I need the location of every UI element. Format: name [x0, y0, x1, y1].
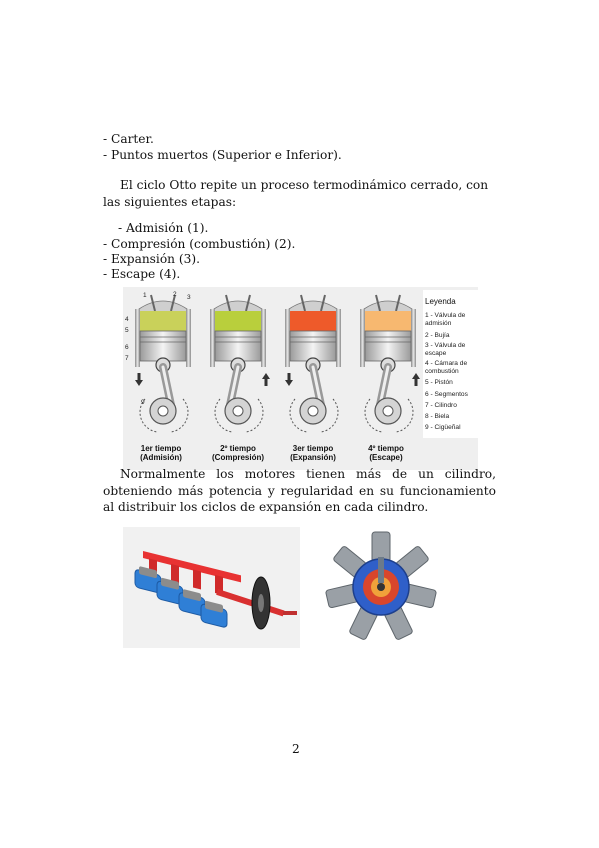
part-number-2: 2 [173, 291, 177, 298]
part-number-4: 4 [125, 316, 129, 323]
cylinder-wall [135, 309, 140, 367]
caption-line: 1er tiempo [140, 444, 182, 453]
crankshaft-axis [308, 406, 318, 416]
part-number-5: 5 [125, 327, 129, 334]
piston [290, 331, 336, 361]
caption-tiempo-4 [351, 444, 421, 462]
part-number-7: 7 [125, 355, 129, 362]
crankshaft-axis [383, 406, 393, 416]
legend-item: 6 - Segmentos [425, 391, 468, 398]
combustion-chamber [289, 311, 337, 331]
combustion-chamber [364, 311, 412, 331]
radial-engine-illustration [325, 527, 437, 647]
list-item-puntos-muertos: - Puntos muertos (Superior e Inferior). [103, 148, 342, 162]
caption-tiempo-3 [278, 444, 348, 462]
legend-item: 7 - Cilindro [425, 402, 457, 409]
crankshaft-axis [233, 406, 243, 416]
caption-line: (Compresión) [212, 453, 264, 462]
etapa-expansion: - Expansión (3). [103, 252, 201, 266]
legend-title: Leyenda [425, 297, 456, 306]
caption-tiempo-2 [203, 444, 273, 462]
etapa-compresion: - Compresión (combustión) (2). [103, 237, 296, 251]
crankshaft-axis [158, 406, 168, 416]
radial-engine-image [325, 527, 437, 647]
paragraph-multicilindro: Normalmente los motores tienen más de un cilindro, obteniendo más potencia y regularidad en su funcionamiento al distribuir los ciclos de expansión en cada cilindro. [103, 467, 496, 514]
combustion-chamber [214, 311, 262, 331]
part-number-1: 1 [143, 292, 147, 299]
caption-line: (Escape) [369, 453, 403, 462]
cylinder-wall [285, 309, 290, 367]
four-stroke-diagram [123, 287, 478, 470]
combustion-chamber [139, 311, 187, 331]
caption-line: 2º tiempo [220, 444, 256, 453]
piston [215, 331, 261, 361]
legend-item: 5 - Pistón [425, 379, 453, 386]
legend-item: 1 - Válvula de admisión [425, 312, 466, 327]
part-number-3: 3 [187, 294, 191, 301]
legend-item: 2 - Bujía [425, 332, 450, 339]
piston [140, 331, 186, 361]
part-number-6: 6 [125, 344, 129, 351]
legend-item: 3 - Válvula de escape [425, 342, 466, 357]
legend-item: 9 - Cigüeñal [425, 424, 461, 431]
caption-line: 3er tiempo [292, 444, 334, 453]
caption-tiempo-1 [126, 444, 196, 462]
cylinder-wall [360, 309, 365, 367]
etapa-escape: - Escape (4). [103, 267, 181, 281]
legend-item: 4 - Cámara de combustión [425, 360, 468, 375]
caption-line: (Expansión) [290, 453, 336, 462]
caption-line: 4º tiempo [368, 444, 404, 453]
cylinder-wall [261, 309, 266, 367]
inline-engine-image [123, 527, 300, 648]
caption-line: (Admisión) [140, 453, 182, 462]
list-item-carter: - Carter. [103, 132, 154, 146]
cylinder-wall [210, 309, 215, 367]
part-number-9: 9 [141, 399, 145, 406]
cylinder-wall [411, 309, 416, 367]
cylinder-wall [336, 309, 341, 367]
inline-engine-illustration [123, 527, 300, 648]
piston [365, 331, 411, 361]
cylinder-wall [186, 309, 191, 367]
paragraph-ciclo-otto: El ciclo Otto repite un proceso termodinámico cerrado, con las siguientes etapas: [103, 178, 489, 209]
etapa-admision: - Admisión (1). [118, 221, 209, 235]
legend-item: 8 - Biela [425, 413, 450, 420]
page-number: 2 [292, 742, 300, 756]
